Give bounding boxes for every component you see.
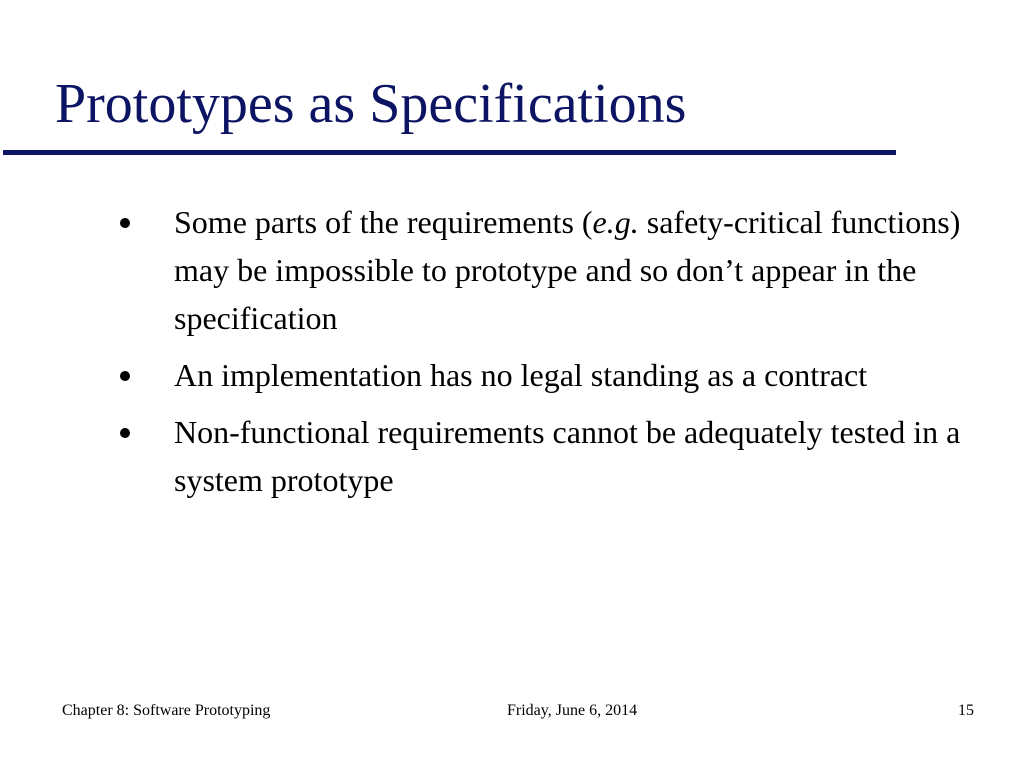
footer-chapter: Chapter 8: Software Prototyping	[62, 702, 271, 719]
bullet-item	[120, 408, 980, 504]
bullet-text-part: safety-critical functions) may be impossible to prototype and so don’t appear in the specification	[174, 204, 961, 336]
bullet-item	[120, 351, 980, 399]
bullet-dot-icon	[120, 428, 130, 438]
bullet-text: Non-functional requirements cannot be adequately tested in a system prototype	[174, 414, 961, 498]
bullet-item	[120, 198, 980, 342]
bullet-dot-icon	[120, 371, 130, 381]
bullet-dot-icon	[120, 218, 130, 228]
bullet-text-italic: e.g.	[592, 204, 639, 240]
title-underline-rule	[3, 150, 896, 155]
footer-page-number: 15	[958, 702, 974, 719]
bullet-text: An implementation has no legal standing as a contract	[174, 357, 868, 393]
bullet-list	[120, 198, 980, 513]
footer-date: Friday, June 6, 2014	[507, 702, 638, 719]
slide-title: Prototypes as Specifications	[55, 73, 687, 135]
bullet-text-part: Some parts of the requirements (	[174, 204, 593, 240]
